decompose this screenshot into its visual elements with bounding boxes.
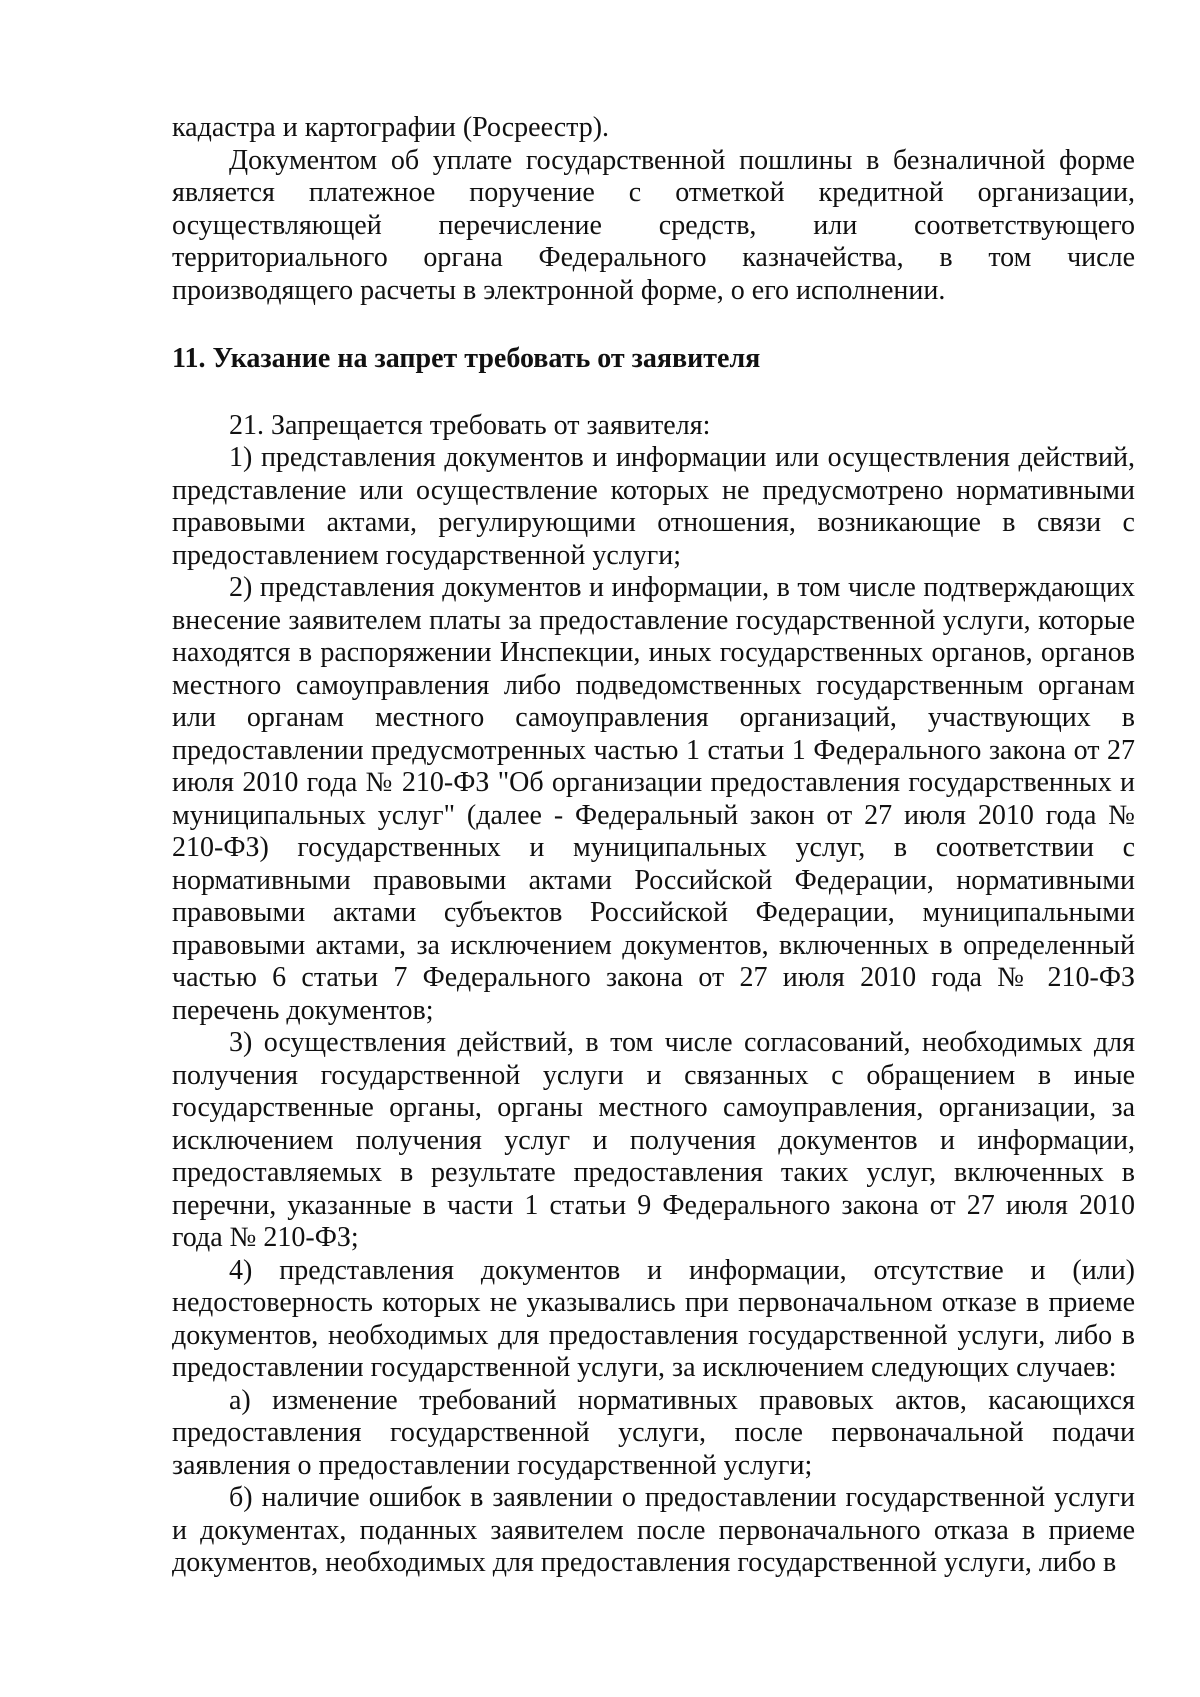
list-item-2: 2) представления документов и информации, в том числе подтверждающих внесение заявителем платы за предоставление государственной услуги, которые находятся в распоряжении Инспекции, иных государственных органов, органов местного самоуправления либо подведомственных государственным органам или органам местного самоуправления организаций, участвующих в предоставлении предусмотренных частью 1 статьи 1 Федерального закона от 27 июля 2010 года № 210-ФЗ "Об организации предоставления государственных и муниципальных услуг" (далее - Федеральный закон от 27 июля 2010 года № 210-ФЗ) государственных и муниципальных услуг, в соответствии с нормативными правовыми актами Российской Федерации, нормативными правовыми актами субъектов Российской Федерации, муниципальными правовыми актами, за исключением документов, включенных в определенный частью 6 статьи 7 Федерального закона от 27 июля 2010 года № 210-ФЗ перечень документов; xyxy=(172,572,1135,1026)
document-page xyxy=(172,112,1135,1580)
paragraph-continuation: кадастра и картографии (Росреестр). xyxy=(172,112,610,143)
list-item-4a: а) изменение требований нормативных правовых актов, касающихся предоставления государственной услуги, после первоначальной подачи заявления о предоставлении государственной услуги; xyxy=(172,1384,1135,1481)
section-heading: 11. Указание на запрет требовать от заявителя xyxy=(172,343,761,374)
list-item-3: 3) осуществления действий, в том числе согласований, необходимых для получения государственной услуги и связанных с обращением в иные государственные органы, органы местного самоуправления, организации, за исключением получения услуг и получения документов и информации, предоставляемых в результате предоставления таких услуг, включенных в перечни, указанные в части 1 статьи 9 Федерального закона от 27 июля 2010 года № 210-ФЗ; xyxy=(172,1027,1135,1253)
list-item-1: 1) представления документов и информации или осуществления действий, представление или осуществление которых не предусмотрено нормативными правовыми актами, регулирующими отношения, возникающие в связи с предоставлением государственной услуги; xyxy=(172,442,1135,571)
paragraph-item-21: 21. Запрещается требовать от заявителя: xyxy=(229,409,711,441)
paragraph-payment-document: Документом об уплате государственной пошлины в безналичной форме является платежное поручение с отметкой кредитной организации, осуществляющей перечисление средств, или соответствующего территориального органа Федерального казначейства, в том числе производящего расчеты в электронной форме, о его исполнении. xyxy=(172,144,1135,306)
list-item-4b: б) наличие ошибок в заявлении о предоставлении государственной услуги и документах, поданных заявителем после первоначального отказа в приеме документов, необходимых для предоставления государственной услуги, либо в xyxy=(172,1482,1135,1578)
list-item-4: 4) представления документов и информации, отсутствие и (или) недостоверность которых не указывались при первоначальном отказе в приеме документов, необходимых для предоставления государственной услуги, либо в предоставлении государственной услуги, за исключением следующих случаев: xyxy=(172,1254,1135,1383)
